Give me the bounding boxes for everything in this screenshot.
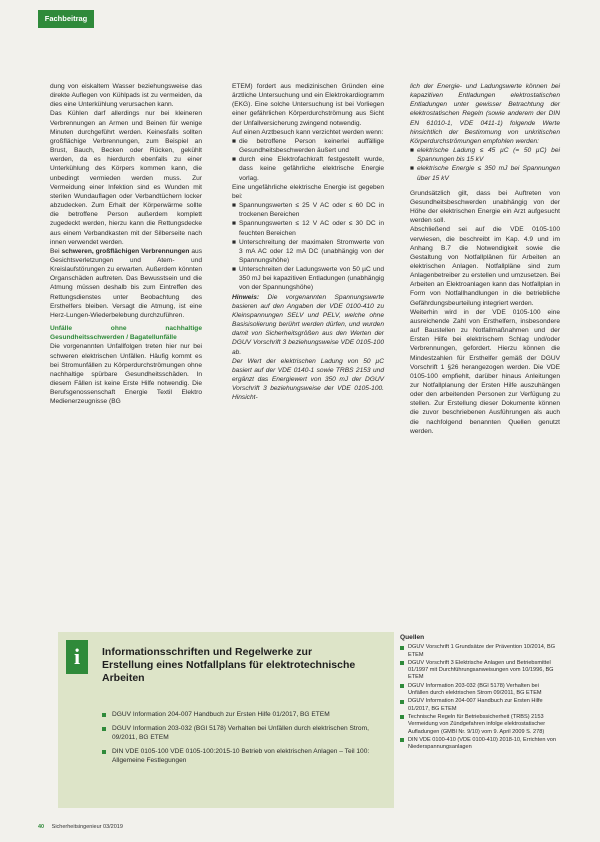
list-item: DIN VDE 0105-100 VDE 0105-100:2015-10 Betrieb von elektrischen Anlagen – Teil 100: Allgemeine Festlegungen xyxy=(102,747,372,765)
paragraph: Abschließend sei auf die VDE 0105-100 verwiesen, die beschreibt im Kap. 4.9 und im Anhang B.7 die Notwendigkeit sowie die Gestaltung von Notfallplänen für Arbeiten an elektrischen Anlagen. Notfallpläne sind zum Anlagenbetreiber zu erstellen und umzusetzen. Bei Arbeiten an Elektroanlagen kann das Notfallplan in Form von Notfallhandlungen in die betriebliche Gefährdungsbeurteilung integriert werden. xyxy=(410,226,560,307)
source-item: DGUV Information 203-032 (BGI 5178) Verhalten bei Unfällen durch elektrischen Strom 09/2011, BG ETEM xyxy=(400,683,560,698)
list-item: ■ Spannungswerten ≤ 25 V AC oder ≤ 60 DC in trockenen Bereichen xyxy=(232,202,384,219)
info-box-list xyxy=(102,710,372,770)
sources-heading: Quellen xyxy=(400,634,425,641)
list-item: DGUV Information 203-032 (BGI 5178) Verhalten bei Unfällen durch elektrischen Strom, 09/2011, BG ETEM xyxy=(102,724,372,742)
paragraph: lich der Energie- und Ladungswerte können bei kapazitiven Entladungen elektrostatischen Entladungen unter gewisser Betrachtung der elektrostatischen Regeln (sowie anderem der DIN EN 61010-1, VDE 0411-1) folgende Werte hinsichtlich der Bestimmung von unkritischen Körperdurchströmungen empfohlen werden: xyxy=(410,83,560,145)
paragraph: Eine ungefährliche elektrische Energie ist gegeben bei: xyxy=(232,183,384,200)
list-item: ■ elektrische Energie ≤ 350 mJ bei Spannungen über 15 kV xyxy=(410,165,560,182)
paragraph: Weiterhin wird in der VDE 0105-100 eine ausreichende Zahl von Ersthelfern, insbesondere auf Baustellen zu Notfallmaßnahmen und der Ersten Hilfe bei elektrischem Schlag und/oder Verbrennungen, gefordert. Hierzu können die Mindestzahlen für Ersthelfer gemäß der DGUV Vorschrift 1 §26 herangezogen werden. Die VDE 0105-100 empfiehlt, darüber hinaus Anleitungen zur Notfallplanung der Ersten Hilfe auszuhängen oder den arbeitenden Personen zur Verfügung zu stellen. Zur Erstellung dieser Dokumente können die zuvor beschriebenen Ausführungen als auch die nachfolgend benannten Quellen genutzt werden. xyxy=(410,308,560,435)
list-item: ■ Unterschreitung der maximalen Stromwerte von 3 mA AC oder 12 mA DC (unabhängig von der Spannungshöhe) xyxy=(232,238,384,264)
list-item: ■ die betroffene Person keinerlei auffällige Gesundheitsbeschwerden äußert und xyxy=(232,137,384,155)
text-run: aus Gesichtsverletzungen und Atem- und Kreislaufstörungen zu erwarten. Außerdem könnten Organschäden auftreten. Das Bewusstsein und die Atmung müssen deshalb bis zum Eintreffen des Rettungsdienstes unter Beobachtung des Ersthelfers bleiben. Versagt die Atmung, ist eine Herz-Lungen-Wiederbelebung durchzuführen. xyxy=(50,247,202,319)
source-item: DGUV Vorschrift 3 Elektrische Anlagen und Betriebsmittel 01/1997 mit Durchführungsanweisungen vom 10/1996, BG ETEM xyxy=(400,660,560,682)
text-run: Bei xyxy=(50,247,62,255)
source-item: Technische Regeln für Betriebssicherheit (TRBS) 2153 Vermeidung von Zündgefahren infolge elektrostatischer Aufladungen (GMBl Nr. 9/10) vom 9. April 2009 S. 278) xyxy=(400,714,560,736)
text-column-1 xyxy=(50,82,202,406)
page-number: 40 xyxy=(38,824,45,830)
section-tab: Fachbeitrag xyxy=(38,10,94,28)
paragraph: Die vorgenannten Unfallfolgen treten hier nur bei schweren elektrischen Unfällen. Häufig kommt es bei Stromunfällen zu Körperdurchströmungen ohne nachhaltige spürbare Gesundheitsschäden. In diesem Fällen ist keine Erste Hilfe notwendig. Die Berufsgenossenschaft Energie Textil Elektro Medienerzeugnisse (BG xyxy=(50,343,202,406)
subheading: Unfälle ohne nachhaltige Gesundheitsschwerden / Bagatellunfälle xyxy=(50,325,202,342)
paragraph: Das Kühlen darf allerdings nur bei kleineren Verbrennungen an Armen und Beinen für wenige Minuten durchgeführt werden. Keinesfalls sollten großflächige Verbrennungen, zum Beispiel an Brust, Bauch, Becken oder Rücken, gekühlt werden, da es hierdurch ebenfalls zu einer Unterkühlung des Körpers kommen kann, die unbedingt vermieden werden muss. Zur Vermeidung einer Infektion sind es Wunden mit sterilen Wundauflagen oder Verbandtüchern locker abzudecken. Zum Erhalt der Körperwärme sollte die betroffene Person außerdem komplett zugedeckt werden, hierzu kann die Rettungsdecke aus einem Verbandkasten mit der Silberseite nach innen verwendet werden. xyxy=(50,110,202,246)
list-item: ■ Unterschreiten der Ladungswerte von 50 µC und 350 mJ bei kapazitiven Entladungen (unabhängig von der Spannungshöhe) xyxy=(232,266,384,292)
source-item: DIN VDE 0100-410 (VDE 0100-410) 2018-10, Errichten von Niederspannungsanlagen xyxy=(400,737,560,752)
source-item: DGUV Vorschrift 1 Grundsätze der Prävention 10/2014, BG ETEM xyxy=(400,644,560,659)
publication-name: Sicherheitsingenieur 03/2019 xyxy=(51,824,123,830)
source-item: DGUV Information 204-007 Handbuch zur Ersten Hilfe 01/2017, BG ETEM xyxy=(400,698,560,713)
text-column-2 xyxy=(232,82,384,402)
text-column-3 xyxy=(410,82,560,436)
sources-box xyxy=(400,634,560,752)
paragraph: Grundsätzlich gilt, dass bei Auftreten von Gesundheitsbeschwerden unabhängig von der Höhe der elektrischen Energie ein Arzt aufgesucht werden soll. xyxy=(410,189,560,225)
note-paragraph: Hinweis: Die vorgenannten Spannungswerte basieren auf den Angaben der VDE 0100-410 zu Kleinspannungen SELV und PELV, welche ohne Basisisolierung berührt werden dürfen, und wurden damit von Sicherheitsgrößen aus den Werten der DGUV Vorschrift 3 beziehungsweise VDE 0105-100 ab. xyxy=(232,293,384,356)
list-item: ■ elektrische Ladung ≤ 45 µC (= 50 µC) bei Spannungen bis 15 kV xyxy=(410,147,560,164)
info-icon: i xyxy=(66,640,88,674)
paragraph xyxy=(50,247,202,320)
list-item: DGUV Information 204-007 Handbuch zur Ersten Hilfe 01/2017, BG ETEM xyxy=(102,710,372,719)
paragraph: Der Wert der elektrischen Ladung von 50 µC basiert auf der VDE 0140-1 sowie TRBS 2153 und ergänzt das Energiewert von 350 mJ der DGUV Vorschrift 3 beziehungsweise der VDE 0105-100. Hinsicht- xyxy=(232,357,384,402)
info-box-title: Informationsschriften und Regelwerke zur Erstellung eines Notfallplans für elektrotechnische Arbeiten xyxy=(102,646,356,684)
emphasis-text: schweren, großflächigen Verbrennungen xyxy=(61,247,190,255)
page-footer xyxy=(38,824,123,830)
paragraph: dung von eiskaltem Wasser beziehungsweise das direkte Auflegen von Kühlpads ist zu vermeiden, da dies eine Unterkühlung verursachen kann. xyxy=(50,83,202,109)
paragraph: ETEM) fordert aus medizinischen Gründen eine ärztliche Untersuchung und ein Elektrokardiogramm (EKG). Eine solche Untersuchung ist bei Vorliegen einer gefährlichen Körperdurchströmung aus Sicht der Unfallversicherung zwingend notwendig. xyxy=(232,83,384,127)
list-item: ■ Spannungswerten ≤ 12 V AC oder ≤ 30 DC in feuchten Bereichen xyxy=(232,220,384,237)
list-item: ■ durch eine Elektrofachkraft festgestellt wurde, dass keine gefährliche elektrische Energie vorlag. xyxy=(232,156,384,182)
info-box xyxy=(58,632,394,808)
paragraph: Auf einen Arztbesuch kann verzichtet werden wenn: xyxy=(232,128,384,136)
